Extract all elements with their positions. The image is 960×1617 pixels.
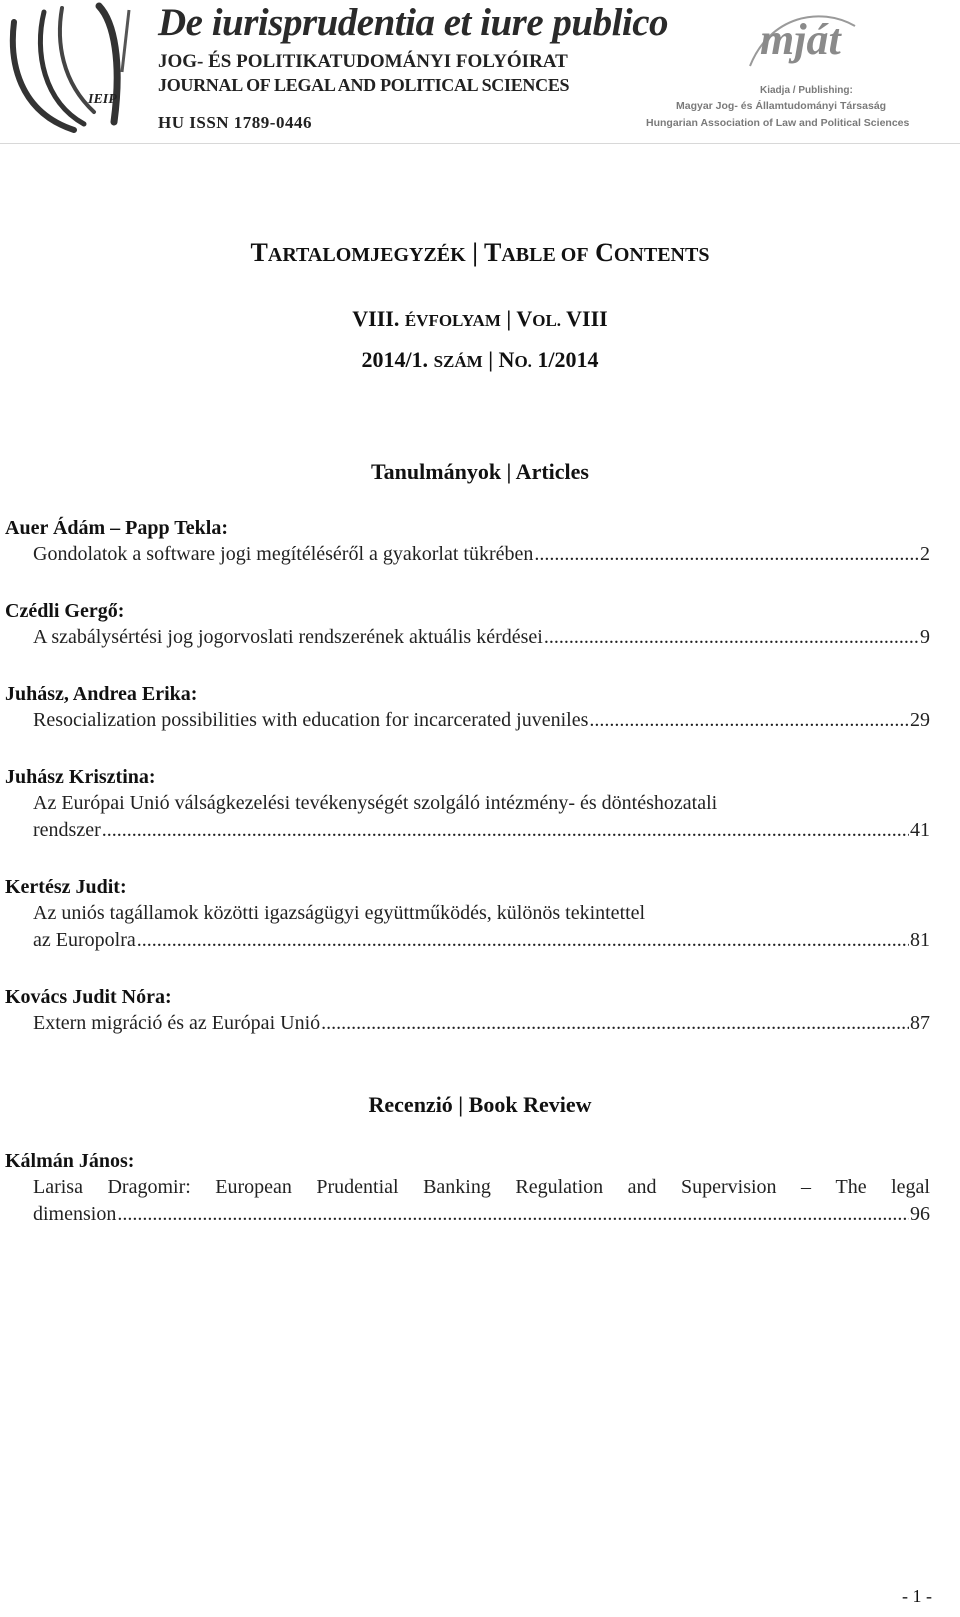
- toc-entry[interactable]: [5, 874, 930, 954]
- entry-page: 81: [910, 929, 930, 951]
- journal-name-hu: JOG- ÉS POLITIKATUDOMÁNYI FOLYÓIRAT: [158, 51, 568, 72]
- journal-name-en: JOURNAL OF LEGAL AND POLITICAL SCIENCES: [158, 75, 570, 95]
- volume-word-en: OL.: [532, 311, 562, 330]
- entry-page: 41: [910, 819, 930, 841]
- entry-author: Auer Ádám – Papp Tekla:: [5, 517, 229, 539]
- entry-page: 96: [910, 1203, 930, 1225]
- issue-en-initial: N: [498, 347, 515, 372]
- title-word: Supervision: [680, 1176, 777, 1198]
- title-word: –: [801, 1176, 812, 1198]
- issue-number-hu: 2014/1.: [361, 347, 429, 372]
- entry-title-line: [33, 624, 930, 651]
- toc-title-separator: |: [472, 238, 478, 267]
- entry-title: Resocialization possibilities with education for incarcerated juveniles: [33, 709, 589, 731]
- entry-title-line: [33, 707, 930, 734]
- entry-title-line: [33, 817, 930, 844]
- issue-word-hu: SZÁM: [433, 352, 483, 371]
- publisher-name-hu: Magyar Jog- és Államtudományi Társaság: [676, 100, 887, 112]
- toc-title-en-part1: ABLE OF: [501, 244, 589, 266]
- entry-title-line: [33, 1010, 930, 1037]
- toc-entry[interactable]: [5, 515, 930, 568]
- entry-page: 9: [920, 626, 930, 648]
- dot-leader: [589, 707, 909, 734]
- entry-author: Czédli Gergő:: [5, 600, 125, 622]
- dot-leader: [534, 541, 919, 568]
- issn: HU ISSN 1789-0446: [158, 113, 312, 132]
- dot-leader: [544, 624, 919, 651]
- toc-title-en-initial: T: [483, 238, 502, 267]
- title-word: legal: [891, 1176, 930, 1198]
- section-heading-review: Recenzió | Book Review: [368, 1092, 592, 1117]
- issue-number-en: 1/2014: [537, 347, 599, 372]
- toc-title-initial: T: [250, 238, 268, 267]
- journal-header: [0, 0, 960, 150]
- dot-leader: [117, 1201, 909, 1228]
- entry-title-cont: dimension: [33, 1203, 117, 1225]
- title-word: The: [835, 1176, 867, 1198]
- toc-title-hu: ARTALOMJEGYZÉK: [267, 244, 466, 266]
- section-heading-articles: Tanulmányok | Articles: [371, 459, 589, 484]
- entry-author: Juhász, Andrea Erika:: [5, 683, 198, 705]
- entry-title-cont: az Europolra: [33, 929, 136, 951]
- volume-number-en: VIII: [566, 306, 608, 331]
- toc-entry[interactable]: [5, 1148, 930, 1228]
- entry-title: [33, 1174, 930, 1201]
- entry-title: Az uniós tagállamok közötti igazságügyi együttműködés, különös tekintettel: [33, 902, 646, 924]
- entry-author: Juhász Krisztina:: [5, 766, 156, 788]
- volume-separator: |: [506, 306, 512, 331]
- title-word: Larisa: [33, 1176, 83, 1198]
- volume-line: [0, 306, 960, 332]
- entry-title: Extern migráció és az Európai Unió: [33, 1012, 321, 1034]
- toc-entry[interactable]: [5, 598, 930, 651]
- journal-latin-title: De iurisprudentia et iure publico: [158, 1, 669, 44]
- volume-number-hu: VIII.: [352, 306, 400, 331]
- entry-page: 87: [910, 1012, 930, 1034]
- issue-word-en: O.: [514, 352, 532, 371]
- volume-en-initial: V: [516, 306, 533, 331]
- title-word: European: [215, 1176, 292, 1198]
- title-word: Dragomir:: [107, 1176, 191, 1198]
- title-word: Prudential: [316, 1176, 399, 1198]
- entry-page: 29: [910, 709, 930, 731]
- page-number: - 1 -: [902, 1586, 932, 1606]
- entry-title-line: [33, 927, 930, 954]
- entry-title: A szabálysértési jog jogorvoslati rendszerének aktuális kérdései: [33, 626, 543, 648]
- logo-text: IEIP: [88, 92, 117, 107]
- header-divider: [0, 143, 960, 144]
- entry-author: Kertész Judit:: [5, 876, 127, 898]
- publisher-label: Kiadja / Publishing:: [760, 85, 853, 96]
- toc-entry[interactable]: [5, 984, 930, 1037]
- publisher-name-en: Hungarian Association of Law and Political Sciences: [646, 117, 910, 129]
- toc-entry[interactable]: [5, 764, 930, 844]
- toc-title-en-initial2: C: [595, 238, 614, 267]
- volume-word-hu: ÉVFOLYAM: [404, 311, 501, 330]
- toc-title-en-part2: ONTENTS: [613, 244, 710, 266]
- dot-leader: [321, 1010, 909, 1037]
- title-word: Banking: [423, 1176, 491, 1198]
- entry-title-line: [33, 1201, 930, 1228]
- entry-title: Gondolatok a software jogi megítéléséről a gyakorlat tükrében: [33, 543, 534, 565]
- entry-title-cont: rendszer: [33, 819, 101, 841]
- dot-leader: [102, 817, 909, 844]
- issue-separator: |: [488, 347, 494, 372]
- dot-leader: [137, 927, 909, 954]
- entry-page: 2: [920, 543, 930, 565]
- toc-title: [0, 238, 960, 268]
- publisher-logo: mját: [760, 15, 841, 64]
- entry-title: Az Európai Unió válságkezelési tevékenységét szolgáló intézmény- és döntéshozatali: [33, 792, 718, 814]
- issue-line: [0, 347, 960, 373]
- toc-entry[interactable]: [5, 681, 930, 734]
- entry-title-line: [33, 541, 930, 568]
- title-word: Regulation: [515, 1176, 604, 1198]
- title-word: and: [627, 1176, 657, 1198]
- entry-author: Kovács Judit Nóra:: [5, 986, 172, 1008]
- journal-logo-icon: [4, 2, 154, 137]
- entry-author: Kálmán János:: [5, 1150, 135, 1172]
